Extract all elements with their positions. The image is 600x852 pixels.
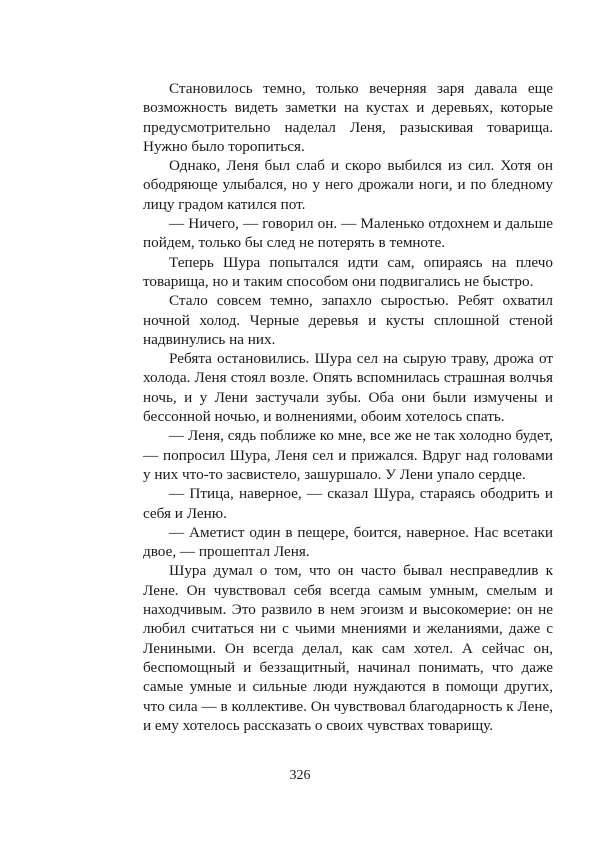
- paragraph: Становилось темно, только вечерняя заря давала еще возможность видеть заметки на кустах и деревьях, которые предусмотрительно наделал Леня, разыскивая товарища. Нужно было торопиться.: [143, 80, 553, 155]
- paragraph: Теперь Шура попытался идти сам, опираясь на плечо товарища, но и таким способом они подвигались не быстро.: [143, 253, 553, 290]
- page-number: 326: [289, 768, 311, 783]
- paragraph: — Аметист один в пещере, боится, наверное. Нас всетаки двое, — прошептал Леня.: [143, 523, 553, 561]
- paragraph: — Птица, наверное, — сказал Шура, стараясь ободрить и себя и Леню.: [143, 485, 553, 522]
- paragraph: Ребята остановились. Шура сел на сырую траву, дрожа от холода. Леня стоял возле. Опять вспомнилась страшная волчья ночь, и у Лени застучали зубы. Оба они были измучены и бессонной ночью, и волнениями, обоим хотелось спать.: [143, 350, 553, 426]
- paragraph: Шура думал о том, что он часто бывал несправедлив к Лене. Он чувствовал себя всегда самым умным, смелым и находчивым. Это развило в нем эгоизм и высокомерие: он не любил считаться ни с чьими мнениями и желаниями, даже с Лениными. Он всегда делал, как сам хотел. А сейчас он, беспомощный и беззащитный, начинал понимать, что даже самые умные и сильные люди нуждаются в помощи других, что сила — в коллективе. Он чувствовал благодарность к Лене, и ему хотелось рассказать о своих чувствах товарищу.: [143, 562, 553, 734]
- paragraph: Однако, Леня был слаб и скоро выбился из сил. Хотя он ободряюще улыбался, но у него дрожали ноги, и по бледному лицу градом катился пот.: [143, 157, 553, 213]
- paragraph: Стало совсем темно, запахло сыростью. Ребят охватил ночной холод. Черные деревья и кусты сплошной стеной надвинулись на них.: [143, 292, 553, 348]
- paragraph: — Ничего, — говорил он. — Маленько отдохнем и дальше пойдем, только бы след не потерять в темноте.: [143, 215, 553, 252]
- body-text: [143, 79, 553, 735]
- paragraph: — Леня, сядь поближе ко мне, все же не так холодно будет, — попросил Шура, Леня сел и прижался. Вдруг над головами у них что-то засвистело, зашуршало. У Лени упало сердце.: [143, 427, 553, 483]
